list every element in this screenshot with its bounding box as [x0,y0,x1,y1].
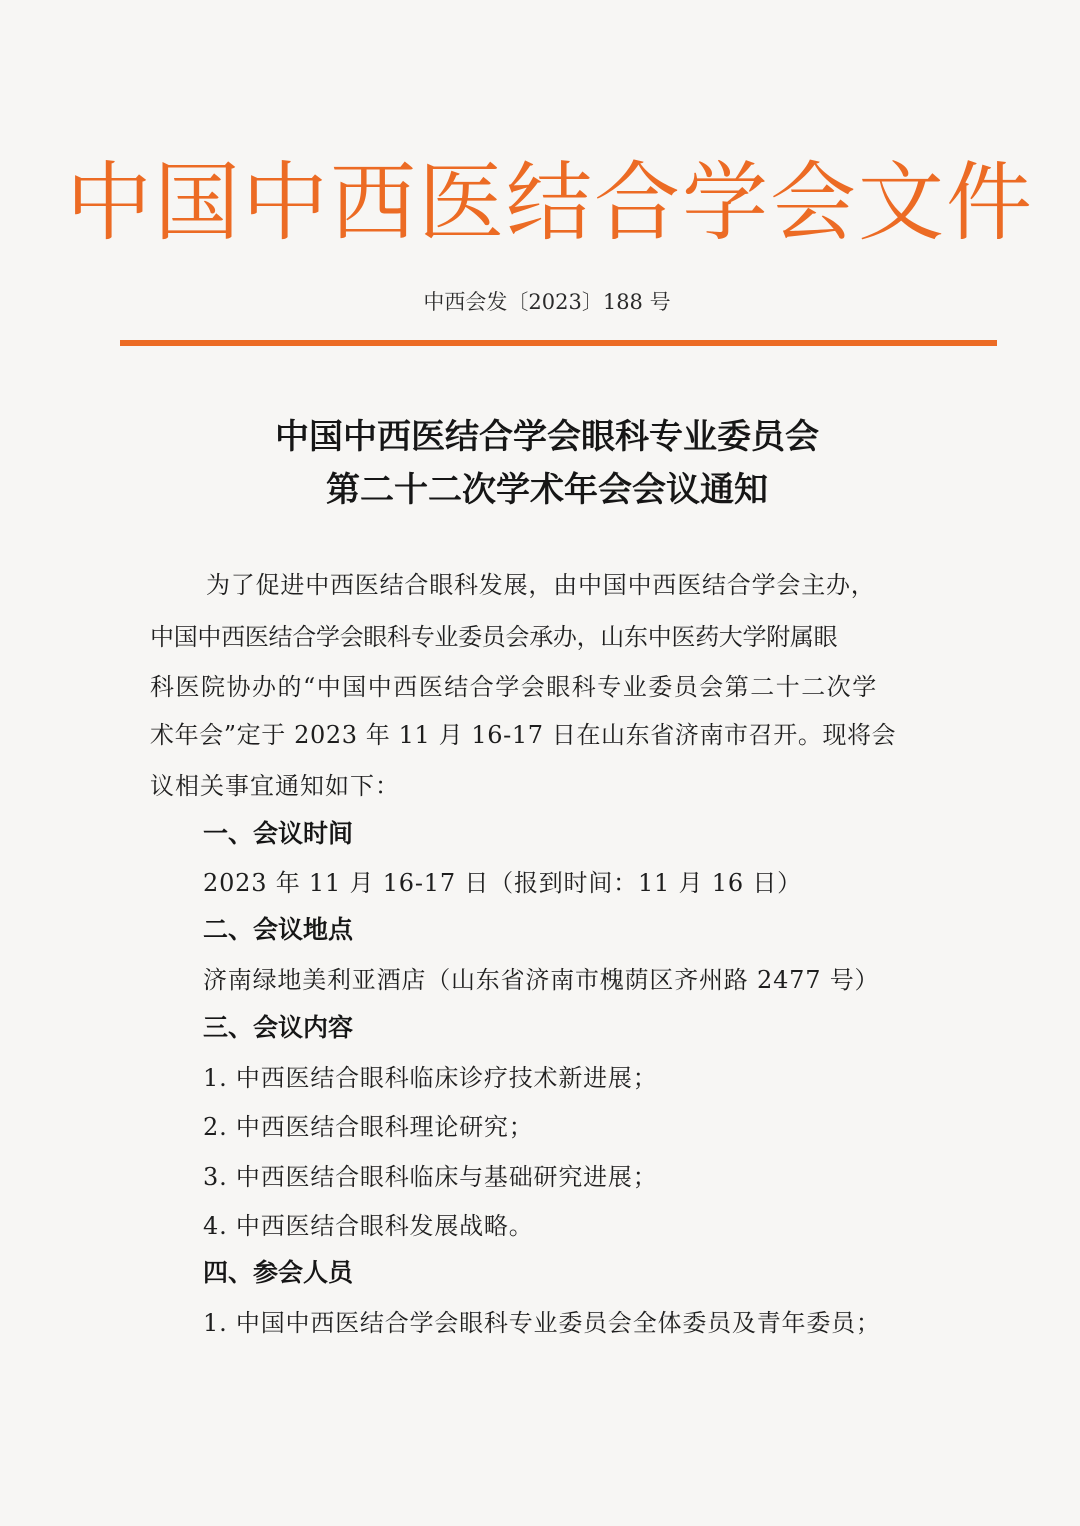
section-heading-venue: 二、会议地点 [203,915,354,944]
content-list-item: 4. 中西医结合眼科发展战略。 [203,1212,534,1240]
document-number: 中西会发〔2023〕188 号 [423,290,671,314]
meeting-time-text: 2023 年 11 月 16-17 日（报到时间：11 月 16 日） [203,869,802,897]
intro-line-2: 中国中西医结合学会眼科专业委员会承办，山东中医药大学附属眼 [150,623,838,651]
org-document-title: 中国中西医结合学会文件 [66,153,1034,253]
intro-line-5: 议相关事宜通知如下： [150,772,400,800]
content-list-item: 1. 中西医结合眼科临床诊疗技术新进展； [203,1064,658,1092]
content-list-item: 3. 中西医结合眼科临床与基础研究进展； [203,1163,658,1191]
header-divider [120,340,997,346]
intro-line-3: 科医院协办的“中国中西医结合学会眼科专业委员会第二十二次学 [150,673,878,701]
intro-line-1: 为了促进中西医结合眼科发展，由中国中西医结合学会主办， [206,571,876,599]
notice-title-line1: 中国中西医结合学会眼科专业委员会 [275,417,819,457]
participant-list-item: 1. 中国中西医结合学会眼科专业委员会全体委员及青年委员； [203,1309,881,1337]
meeting-venue-text: 济南绿地美利亚酒店（山东省济南市槐荫区齐州路 2477 号） [203,966,880,994]
section-heading-content: 三、会议内容 [203,1013,354,1042]
section-heading-time: 一、会议时间 [203,819,354,848]
content-list-item: 2. 中西医结合眼科理论研究； [203,1113,534,1141]
section-heading-participants: 四、参会人员 [203,1258,354,1287]
notice-title-line2: 第二十二次学术年会会议通知 [326,470,768,510]
intro-line-4: 术年会”定于 2023 年 11 月 16-17 日在山东省济南市召开。现将会 [150,721,897,749]
